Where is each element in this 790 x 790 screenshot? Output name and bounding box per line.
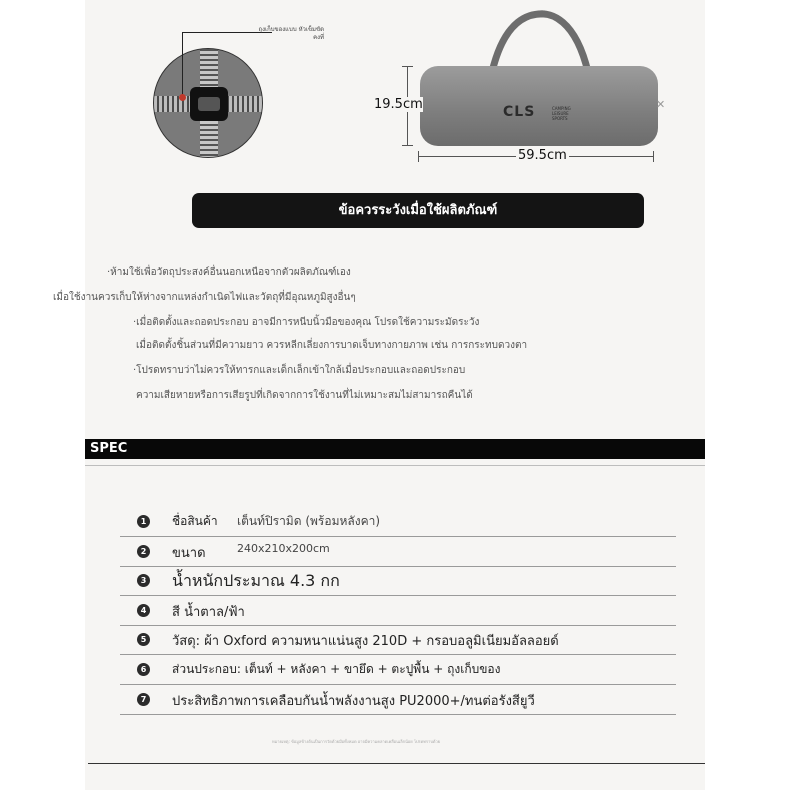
spec-label: ชื่อสินค้า — [172, 514, 218, 528]
width-dimension-tick — [418, 151, 419, 162]
precaution-note: ความเสียหายหรือการเสียรูปที่เกิดจากการใช้งานที่ไม่เหมาะสมไม่สามารถคืนได้ — [136, 390, 473, 401]
spec-row — [120, 508, 676, 537]
width-dimension-tick — [653, 151, 654, 162]
spec-value: 240x210x200cm — [237, 542, 330, 555]
buckle-slot — [198, 97, 220, 111]
row-number-badge: 3 — [137, 574, 150, 587]
row-number-badge: 1 — [137, 515, 150, 528]
precaution-note: ·เมื่อติดตั้งและถอดประกอบ อาจมีการหนีบนิ้วมือของคุณ โปรดใช้ความระมัดระวัง — [133, 317, 480, 328]
row-number-badge: 6 — [137, 663, 150, 676]
precaution-note: เมื่อติดตั้งชิ้นส่วนที่มีความยาว ควรหลีกเลี่ยงการบาดเจ็บทางกายภาพ เช่น การกระทบดวงตา — [136, 340, 528, 351]
spec-row — [120, 538, 676, 567]
spec-row — [120, 656, 676, 685]
spec-text: สี น้ำตาล/ฟ้า — [172, 605, 245, 620]
bag-logo: CLS — [503, 104, 536, 120]
spec-row — [120, 597, 676, 626]
spec-text: ส่วนประกอบ: เต็นท์ + หลังคา + ขายึด + ตะปูพื้น + ถุงเก็บของ — [172, 662, 501, 676]
spec-text: น้ำหนักประมาณ 4.3 กก — [172, 571, 340, 590]
callout-line — [182, 32, 183, 98]
callout-text: ถุงเก็บของแบบ หัวเข็มขัดคงที่ — [258, 26, 324, 41]
row-number-badge: 5 — [137, 633, 150, 646]
spec-text: วัสดุ: ผ้า Oxford ความหนาแน่นสูง 210D + กรอบอลูมิเนียมอัลลอยด์ — [172, 634, 559, 649]
row-number-badge: 2 — [137, 545, 150, 558]
precaution-note: เมื่อใช้งานควรเก็บให้ห่างจากแหล่งกำเนิดไฟและวัตถุที่มีอุณหภูมิสูงอื่นๆ — [53, 292, 356, 303]
row-number-badge: 7 — [137, 693, 150, 706]
spec-row — [120, 567, 676, 596]
footnote: หมายเหตุ: ข้อมูลข้างต้นเป็นการวัดด้วยมือทั้งหมด อาจมีความคลาดเคลื่อนเล็กน้อย โปรดทราบด้วย — [272, 739, 441, 744]
height-dimension-tick — [402, 66, 413, 67]
duffel-bag-image — [420, 66, 658, 146]
precaution-note: ·โปรดทราบว่าไม่ควรให้ทารกและเด็กเล็กเข้าใกล้เมื่อประกอบและถอดประกอบ — [133, 365, 466, 376]
width-label: 59.5cm — [518, 148, 567, 163]
close-icon: ✕ — [656, 98, 666, 111]
spec-divider — [85, 465, 705, 466]
callout-dot — [179, 94, 186, 101]
spec-row — [120, 626, 676, 655]
bag-logo-subtitle: CAMPING LEISURE SPORTS — [552, 106, 571, 121]
bottom-divider — [88, 763, 705, 764]
spec-row — [120, 686, 676, 715]
spec-label: ขนาด — [172, 546, 206, 561]
spec-text: ประสิทธิภาพการเคลือบกันน้ำพลังงานสูง PU2000+/ทนต่อรังสียูวี — [172, 694, 535, 709]
height-dimension-tick — [402, 145, 413, 146]
buckle-closeup-image — [153, 48, 263, 158]
height-label: 19.5cm — [374, 97, 423, 112]
spec-header: SPEC — [85, 439, 705, 459]
precautions-banner: ข้อควรระวังเมื่อใช้ผลิตภัณฑ์ — [192, 193, 644, 228]
row-number-badge: 4 — [137, 604, 150, 617]
spec-value: เต็นท์ปิรามิด (พร้อมหลังคา) — [237, 514, 381, 528]
precaution-note: ·ห้ามใช้เพื่อวัตถุประสงค์อื่นนอกเหนือจากตัวผลิตภัณฑ์เอง — [107, 267, 351, 278]
